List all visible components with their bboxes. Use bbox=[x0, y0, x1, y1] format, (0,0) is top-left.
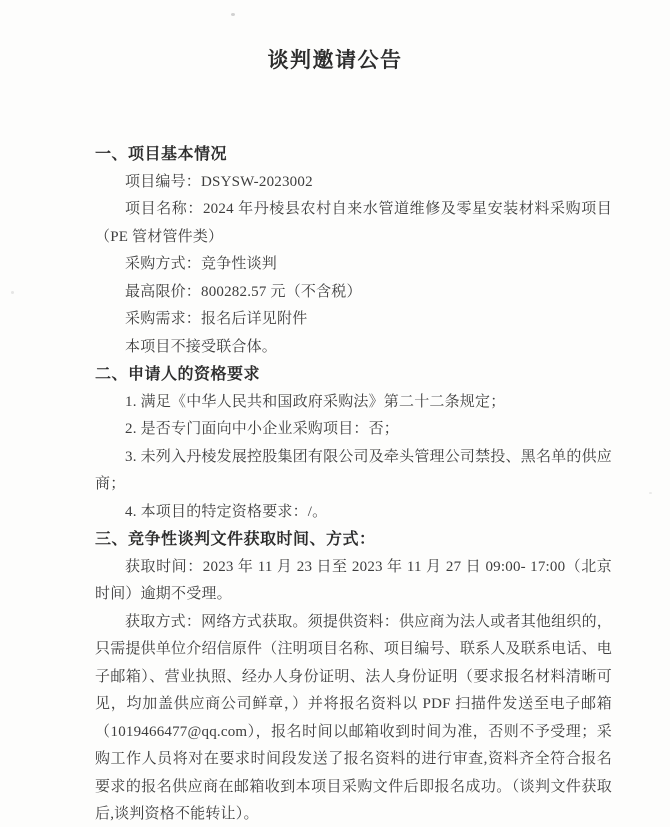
section-project-basic-info bbox=[95, 141, 612, 361]
paragraph-procurement-method: 采购方式：竞争性谈判 bbox=[125, 256, 278, 272]
document-title: 谈判邀请公告 bbox=[267, 48, 403, 72]
paragraph-qualification-item-2: 2. 是否专门面向中小企业采购项目：否； bbox=[125, 421, 400, 437]
scan-speck bbox=[11, 291, 14, 294]
paragraph-qualification-item-1: 1. 满足《中华人民共和国政府采购法》第二十二条规定； bbox=[125, 393, 506, 410]
paragraph-max-price: 最高限价：800282.57 元（不含税） bbox=[125, 283, 362, 300]
section-heading-project-basic-info: 一、项目基本情况 bbox=[95, 146, 228, 163]
paragraph-qualification-item-4: 4. 本项目的特定资格要求：/。 bbox=[125, 503, 328, 520]
section-heading-document-acquisition: 三、竞争性谈判文件获取时间、方式： bbox=[95, 531, 376, 548]
paragraph-project-number: 项目编号：DSYSW-2023002 bbox=[125, 173, 313, 190]
section-document-acquisition bbox=[95, 526, 612, 827]
paragraph-project-name: 项目名称：2024 年丹棱县农村自来水管道维修及零星安装材料采购项目（PE 管材管件类） bbox=[95, 201, 612, 245]
paragraph-qualification-item-3: 3. 未列入丹棱发展控股集团有限公司及牵头管理公司禁投、黑名单的供应商； bbox=[95, 448, 612, 492]
paragraph-no-consortium: 本项目不接受联合体。 bbox=[125, 338, 278, 355]
section-applicant-qualifications bbox=[95, 361, 612, 526]
scan-speck bbox=[649, 492, 652, 494]
paragraph-acquisition-time: 获取时间：2023 年 11 月 23 日至 2023 年 11 月 27 日 09:00- 17:00（北京时间）逾期不受理。 bbox=[95, 558, 612, 602]
document-body bbox=[95, 141, 612, 827]
paragraph-procurement-demand: 采购需求：报名后详见附件 bbox=[125, 311, 308, 327]
section-heading-applicant-qualifications: 二、申请人的资格要求 bbox=[95, 366, 261, 383]
scan-speck bbox=[231, 13, 235, 16]
paragraph-acquisition-method: 获取方式：网络方式获取。须提供资料：供应商为法人或者其他组织的，只需提供单位介绍信原件（注明项目名称、项目编号、联系人及联系电话、电子邮箱）、营业执照、经办人身份证明、法人身份证明（要求报名材料清晰可见，均加盖供应商公司鲜章，）并将报名资料以 PDF 扫描件发送至电子邮箱（1019466477@qq.com），报名时间以邮箱收到时间为准，否则不予受理；采购工作人员将对在要求时间段发送了报名资料的进行审查,资料齐全符合报名要求的报名供应商在邮箱收到本项目采购文件后即报名成功。（谈判文件获取后,谈判资格不能转让）。 bbox=[95, 613, 612, 822]
